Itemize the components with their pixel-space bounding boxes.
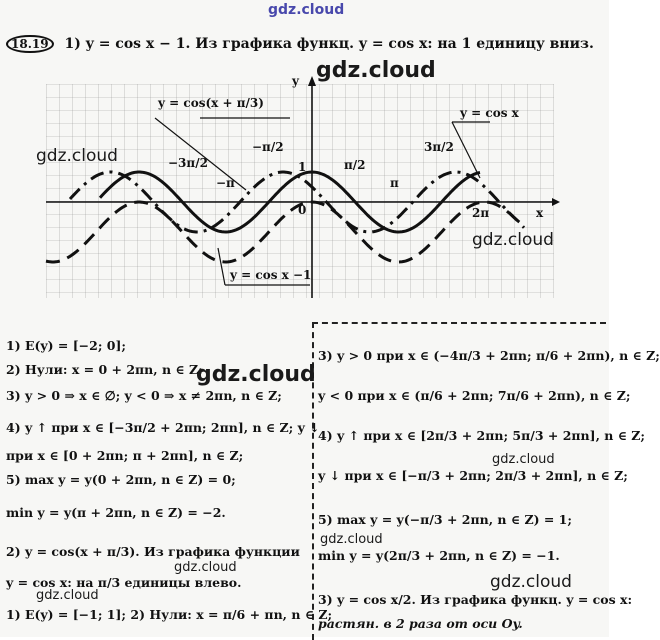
watermark-2: gdz.cloud bbox=[36, 146, 118, 166]
right-line-4: y ↓ при x ∈ [−π/3 + 2πn; 2π/3 + 2πn], n ∈ Z; bbox=[318, 468, 628, 483]
watermark-1: gdz.cloud bbox=[316, 58, 436, 83]
tick-neg-3pi-2: −3π/2 bbox=[168, 156, 208, 170]
right-line-5: 5) max y = y(−π/3 + 2πn, n ∈ Z) = 1; bbox=[318, 512, 572, 527]
left-line-1: 1) E(y) = [−2; 0]; bbox=[6, 338, 127, 353]
left-line-7: min y = y(π + 2πn, n ∈ Z) = −2. bbox=[6, 505, 226, 520]
tick-3pi-2: 3π/2 bbox=[424, 140, 454, 154]
problem-statement: 1) y = cos x − 1. Из графика функц. y = cos x: на 1 единицу вниз. bbox=[64, 36, 594, 52]
right-line-6: min y = y(2π/3 + 2πn, n ∈ Z) = −1. bbox=[318, 548, 560, 563]
watermark-8: gdz.cloud bbox=[36, 588, 99, 603]
label-cos-minus-one: y = cos x −1 bbox=[230, 268, 312, 282]
problem-number: 18.19 bbox=[6, 35, 54, 53]
watermark-9: gdz.cloud bbox=[490, 572, 572, 592]
left-line-2: 2) Нули: x = 0 + 2πn, n ∈ Z; bbox=[6, 362, 203, 377]
y-axis-arrow bbox=[308, 76, 316, 86]
left-line-5: при x ∈ [0 + 2πn; π + 2πn], n ∈ Z; bbox=[6, 448, 244, 463]
watermark-6: gdz.cloud bbox=[320, 532, 383, 547]
right-line-1: 3) y > 0 при x ∈ (−4π/3 + 2πn; π/6 + 2πn), n ∈ Z; bbox=[318, 348, 660, 363]
left-line-8: 2) y = cos(x + π/3). Из графика функции bbox=[6, 544, 300, 559]
x-axis-label: x bbox=[536, 206, 544, 220]
right-line-3: 4) y ↑ при x ∈ [2π/3 + 2πn; 5π/3 + 2πn], n ∈ Z; bbox=[318, 428, 646, 443]
right-line-2: y < 0 при x ∈ (π/6 + 2πn; 7π/6 + 2πn), n ∈ Z; bbox=[318, 388, 631, 403]
tick-pi-2: π/2 bbox=[344, 158, 366, 172]
tick-pi: π bbox=[390, 176, 399, 190]
left-line-9: y = cos x: на π/3 единицы влево. bbox=[6, 575, 242, 590]
tick-2pi: 2π bbox=[472, 206, 490, 220]
tick-neg-pi: −π bbox=[216, 176, 235, 190]
watermark-3: gdz.cloud bbox=[472, 230, 554, 250]
watermark-7: gdz.cloud bbox=[174, 560, 237, 575]
left-line-3: 3) y > 0 ⇒ x ∈ ∅; y < 0 ⇒ x ≠ 2πn, n ∈ Z; bbox=[6, 388, 282, 403]
left-line-10: 1) E(y) = [−1; 1]; 2) Нули: x = π/6 + πn, n ∈ Z; bbox=[6, 607, 333, 622]
y-axis-label: y bbox=[292, 74, 299, 88]
tick-neg-pi-2: −π/2 bbox=[252, 140, 284, 154]
label-cos: y = cos x bbox=[460, 106, 519, 120]
x-axis-arrow bbox=[552, 198, 560, 206]
watermark-4: gdz.cloud bbox=[196, 362, 316, 387]
watermark-5: gdz.cloud bbox=[492, 452, 555, 467]
watermark-top: gdz.cloud bbox=[268, 2, 345, 18]
right-line-7: 3) y = cos x/2. Из графика функц. y = cos x: bbox=[318, 592, 633, 607]
left-line-6: 5) max y = y(0 + 2πn, n ∈ Z) = 0; bbox=[6, 472, 236, 487]
left-line-4: 4) y ↑ при x ∈ [−3π/2 + 2πn; 2πn], n ∈ Z; y ↓ bbox=[6, 420, 320, 435]
origin-label: 0 bbox=[298, 203, 307, 217]
right-line-8: растян. в 2 раза от оси Oy. bbox=[318, 616, 523, 631]
tick-one: 1 bbox=[298, 160, 307, 174]
label-cos-shift: y = cos(x + π/3) bbox=[158, 96, 264, 110]
